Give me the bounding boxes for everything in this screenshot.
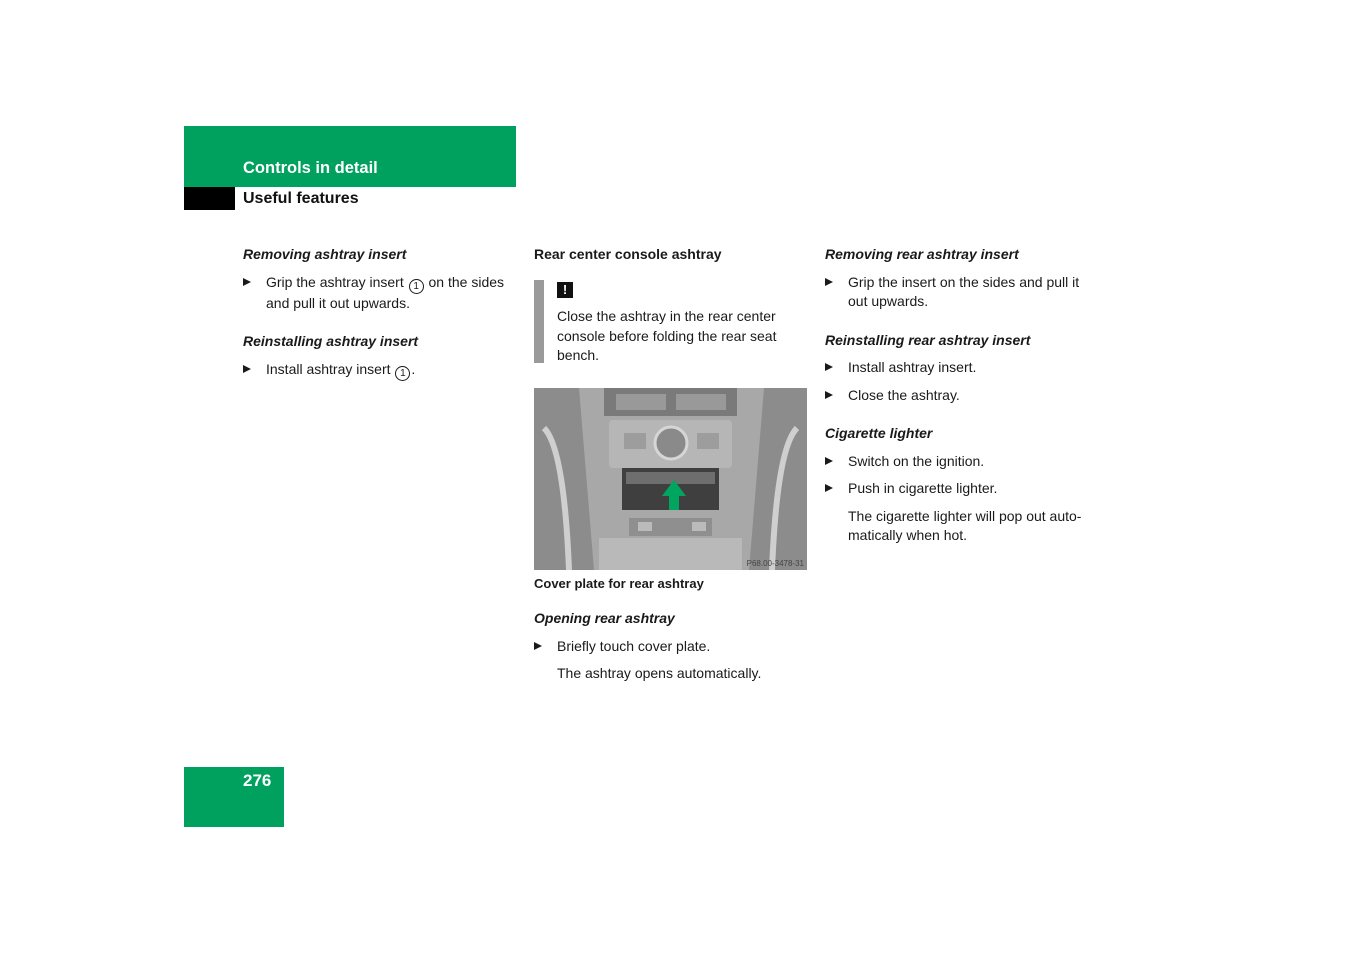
column-right xyxy=(825,245,1097,546)
bullet-triangle-icon xyxy=(825,278,833,286)
photo-caption: Cover plate for rear ashtray xyxy=(534,576,704,591)
caution-note xyxy=(534,280,809,366)
step-install-insert: Install ashtray insert 1 . xyxy=(243,360,515,381)
page-number: 276 xyxy=(243,771,272,790)
step-switch-ignition: Switch on the ignition. xyxy=(825,452,1097,472)
note-bar xyxy=(534,280,544,363)
step-grip-rear-insert: Grip the insert on the sides and pull it out upwards. xyxy=(825,273,1097,312)
cigarette-lighter-heading: Cigarette lighter xyxy=(825,425,933,441)
bullet-triangle-icon xyxy=(243,365,251,373)
section-title: Controls in detail xyxy=(243,159,378,177)
note-text: Close the ashtray in the rear center console before folding the rear seat bench. xyxy=(557,308,777,363)
step-push-lighter: Push in cigarette lighter. xyxy=(825,479,1097,499)
bullet-triangle-icon xyxy=(825,484,833,492)
callout-number-icon: 1 xyxy=(409,279,424,294)
bullet-triangle-icon xyxy=(243,278,251,286)
column-middle xyxy=(534,245,806,366)
removing-ashtray-insert-heading: Removing ashtray insert xyxy=(243,246,407,262)
column-left xyxy=(243,245,515,381)
rear-console-ashtray-heading: Rear center console ashtray xyxy=(534,246,722,262)
result-ashtray-opens: The ashtray opens automatically. xyxy=(557,665,762,681)
rear-console-photo xyxy=(534,388,807,570)
header-marker xyxy=(184,187,235,210)
reinstalling-rear-insert-heading: Reinstalling rear ashtray insert xyxy=(825,331,1031,348)
photo-code: P68.00-3478-31 xyxy=(746,559,804,568)
removing-rear-insert-heading: Removing rear ashtray insert xyxy=(825,246,1019,262)
bullet-triangle-icon xyxy=(825,391,833,399)
step-close-ashtray: Close the ashtray. xyxy=(825,386,1097,406)
callout-number-icon: 1 xyxy=(395,366,410,381)
column-middle-lower xyxy=(534,609,806,684)
bullet-triangle-icon xyxy=(825,363,833,371)
reinstalling-ashtray-insert-heading: Reinstalling ashtray insert xyxy=(243,333,419,349)
opening-rear-ashtray-heading: Opening rear ashtray xyxy=(534,610,675,626)
step-grip-insert: Grip the ashtray insert 1 on the sides and pull it out upwards. xyxy=(243,273,515,314)
bullet-triangle-icon xyxy=(825,457,833,465)
subsection-title: Useful features xyxy=(243,190,359,207)
bullet-triangle-icon xyxy=(534,642,542,650)
step-install-rear-insert: Install ashtray insert. xyxy=(825,358,1097,378)
warning-exclamation-icon: ! xyxy=(557,282,573,298)
step-touch-cover: Briefly touch cover plate. xyxy=(534,637,806,657)
result-lighter-pops: The cigarette lighter will pop out auto-matically when hot. xyxy=(848,507,1082,543)
